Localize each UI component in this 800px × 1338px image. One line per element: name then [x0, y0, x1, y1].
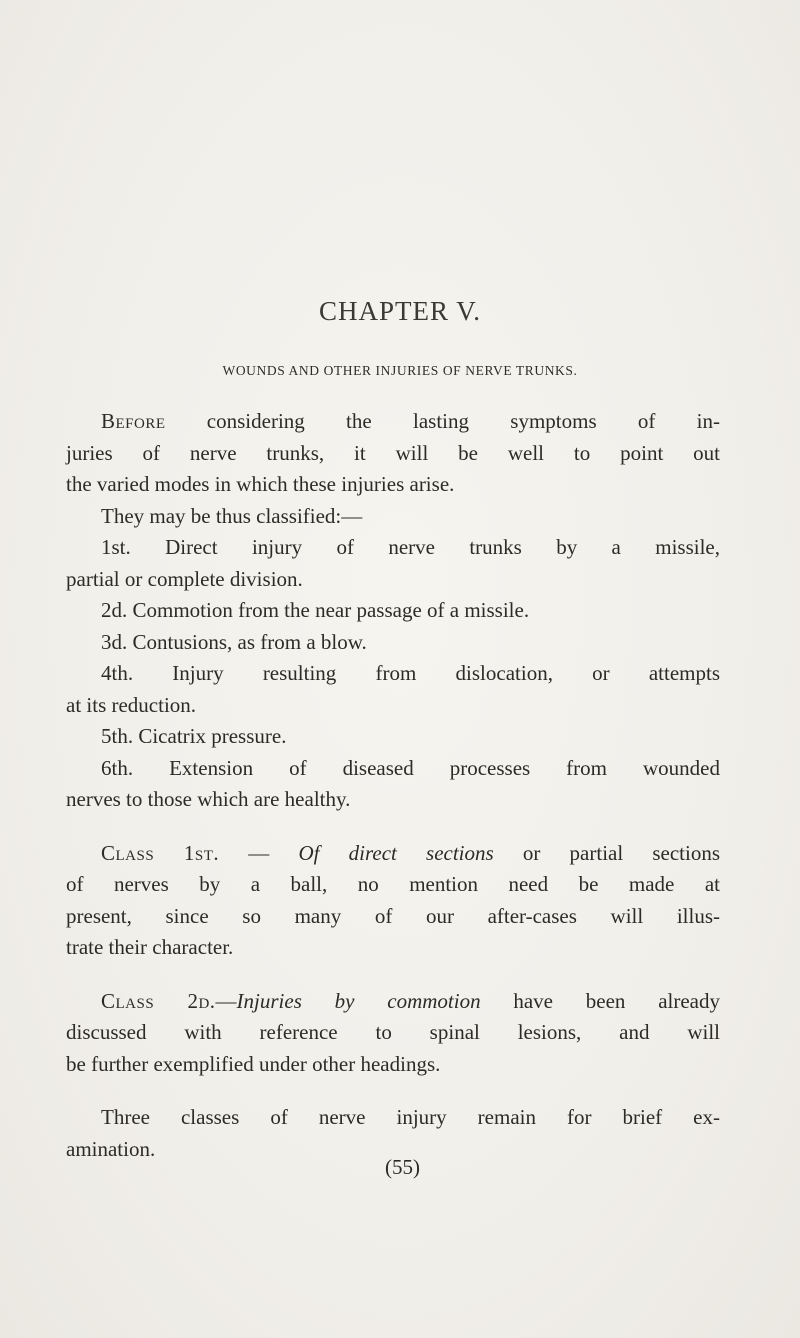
- chapter-title: CHAPTER V.: [318, 296, 482, 326]
- class1-line-3: present, since so many of our after-cases will illus-: [66, 903, 720, 928]
- class1-line-2: of nerves by a ball, no mention need be made at: [66, 872, 720, 896]
- class2-line-3: be further exemplified under other headings.: [66, 1051, 441, 1076]
- list-item-3: 3d. Contusions, as from a blow.: [101, 629, 367, 654]
- closing-line-2: amination.: [66, 1136, 156, 1161]
- list-item-5: 5th. Cicatrix pressure.: [101, 724, 287, 748]
- class1-dash: —: [219, 840, 299, 865]
- class2-line-1: [66, 986, 720, 1018]
- class2-line-2: discussed with reference to spinal lesions, and will: [66, 1020, 720, 1044]
- body-text: [66, 406, 720, 1165]
- list-item-4-line-1: 4th. Injury resulting from dislocation, or attempts: [101, 661, 720, 685]
- class2-label: Class 2d.: [101, 988, 216, 1013]
- intro-line-3: the varied modes in which these injuries arise.: [66, 472, 455, 496]
- class1-italic: Of direct sections: [298, 840, 494, 865]
- paragraph-gap: [66, 964, 720, 986]
- intro-line-2: juries of nerve trunks, it will be well to point out: [66, 440, 720, 465]
- paragraph-gap: [66, 816, 720, 838]
- list-item-1-line-1: 1st. Direct injury of nerve trunks by a missile,: [101, 535, 720, 559]
- paragraph-gap: [66, 1080, 720, 1102]
- class1-line-4: trate their character.: [66, 935, 234, 959]
- chapter-subtitle: WOUNDS AND OTHER INJURIES OF NERVE TRUNKS.: [222, 363, 578, 378]
- page-number: (55): [385, 1155, 420, 1179]
- list-item-2: 2d. Commotion from the near passage of a missile.: [101, 598, 530, 622]
- list-item-1-line-2: partial or complete division.: [66, 566, 303, 591]
- list-item-6-line-1: 6th. Extension of diseased processes from wounded: [101, 755, 720, 780]
- class1-label: Class 1st.: [101, 840, 220, 865]
- class2-italic: Injuries by commotion: [236, 988, 481, 1013]
- intro-lead-word: Before: [101, 409, 166, 433]
- closing-line-1: Three classes of nerve injury remain for brief ex-: [101, 1105, 720, 1129]
- list-item-6-line-2: nerves to those which are healthy.: [66, 787, 351, 811]
- class1-line-1-rest: or partial sections: [493, 840, 721, 865]
- intro-line-1-rest: considering the lasting symptoms of in-: [165, 409, 720, 433]
- class1-line-1: [66, 838, 720, 870]
- class2-dash: —: [215, 988, 237, 1013]
- intro-line-1: [66, 406, 720, 438]
- intro-line-4: They may be thus classified:—: [101, 503, 363, 528]
- list-item-4-line-2: at its reduction.: [66, 692, 197, 717]
- class2-line-1-rest: have been already: [480, 988, 720, 1013]
